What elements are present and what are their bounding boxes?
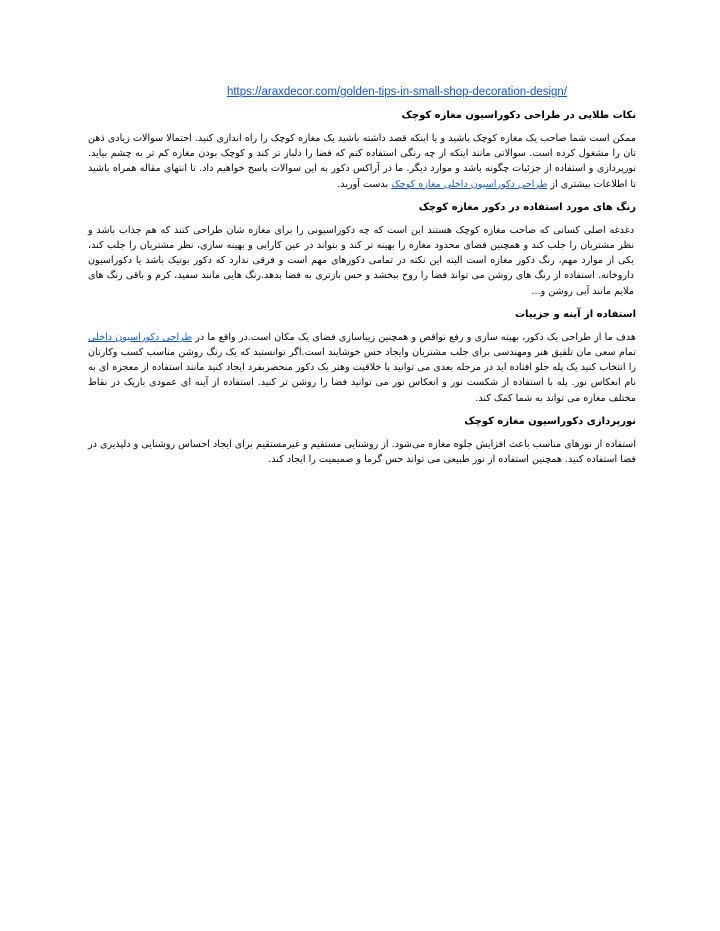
section-mirrors-details (88, 307, 636, 406)
section-lighting (88, 414, 636, 467)
paragraph-text: ممکن است شما صاحب یک مغازه کوچک باشید و یا اینکه قصد داشته باشید یک مغازه کوچک را راه اندازی کنید. احتمالا سوالات زیادی ذهن تان را مشغول کرده است. سوالاتی مانند اینکه از چه رنگی استفاده کنم که فضا را دلباز تر کند و کوچک بودن مغازه کم تر به چشم بیاید. نورپردازی و استفاده از جزئیات چگونه باشد و موارد دیگر. ما در آراکس دکور به این سوالات پاسخ خواهیم داد. تا انتهای مقاله همراه باشید تا اطلاعات بیشتری از (88, 133, 636, 190)
section-paragraph: دغدغه اصلی کسانی که صاحب مغازه کوچک هستند این است که چه دکوراسیونی را برای مغازه شان طراحی کنند که هم جذاب باشد و نظر مشتریان را جلب کند و همچنین فضای محدود مغازه را بهینه تر کند و بتواند در عین کارایی و بهینه سازی، نظر مشتریان را جلب کند، یکی از موارد مهم، رنگ دکور مغازه است البته این نکته در تمامی دکورهای مهم است و فرقی ندارد که دکور بوتیک باشد یا دکوراسیون داروخانه. استفاده از رنگ های روشن می تواند فضا را روح ببخشد و حس بازتری به فضا بدهد.رنگ هایی مانند سفید، کرم و باقی رنگ های ملایم مانند آبی روشن و... (88, 224, 634, 297)
inline-link-interior-design[interactable]: طراحی دکوراسیون داخلی (88, 331, 193, 343)
inline-link-small-shop-design[interactable]: طراحی دکوراسیون داخلی مغازه کوچک (391, 178, 548, 190)
paragraph-text: تمام سعی مان تلفیق هنر ومهندسی برای جلب مشتریان وایجاد حس خوشایند است.اگر توانستید که یک رنگ روشن مناسب کسب وکارتان را انتخاب کنید یک پله جلو افتاده اید در مرحله بعدی می توانید با خلاقیت وهنر یک دکور منحصربفرد ایجاد کنید مانند استفاده از معجزه ای به نام انعکاس نور. بله با استفاده از شکست نور و انعکاس نور می توانید فضا را روشن تر کنید. استفاده از آینه ای عمودی باریک در نقاط مختلف مغازه می تواند به شما کمک کند. (88, 347, 636, 404)
section-heading: استفاده از آینه و جزییات (514, 308, 636, 320)
section-heading: رنگ های مورد استفاده در دکور مغازه کوچک (418, 201, 636, 213)
source-url-line (88, 84, 636, 100)
section-heading: نورپردازی دکوراسیون مغازه کوچک (464, 415, 636, 427)
section-paragraph: استفاده از نورهای مناسب باعث افزایش جلوه مغازه می‌شود. از روشنایی مستقیم و غیرمستقیم برای ایجاد احساس روشنایی و دلپذیری در فضا استفاده کنید. همچنین استفاده از نور طبیعی می تواند حس گرما و صمیمیت را ایجاد کند. (88, 438, 636, 466)
section-paragraph (88, 330, 636, 406)
section-heading: نکات طلایی در طراحی دکوراسیون مغازه کوچک (401, 110, 636, 121)
source-url-link[interactable]: https://araxdecor.com/golden-tips-in-small-shop-decoration-design/ (226, 86, 568, 98)
section-paragraph (88, 131, 636, 192)
section-colors (88, 200, 636, 299)
document-page (88, 84, 636, 467)
paragraph-text: هدف ما از طراحی یک دکور، بهینه سازی و رفع نواقص و همچنین زیباسازی فضای یک مکان است.در واقع ما در (192, 331, 636, 343)
section-golden-tips (88, 108, 636, 192)
paragraph-text: بدست آورید. (337, 178, 392, 190)
